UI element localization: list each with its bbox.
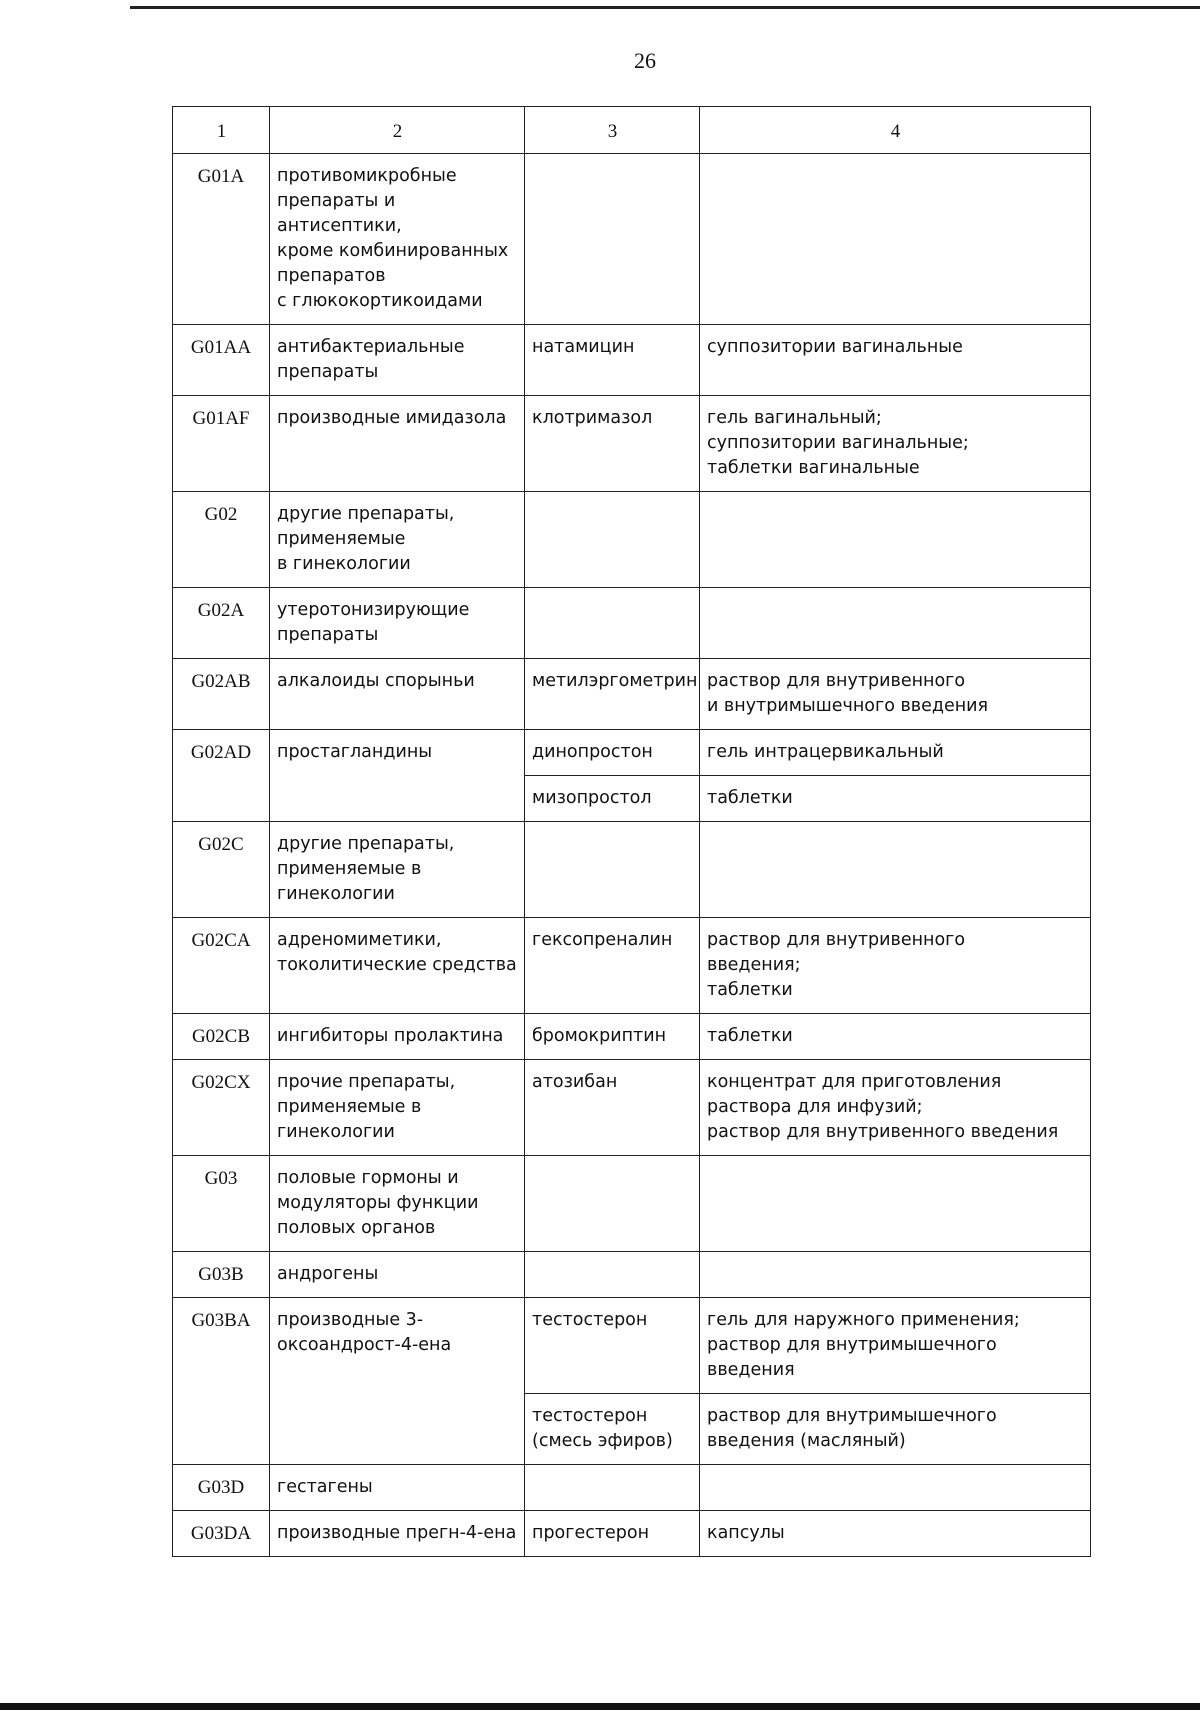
table-row xyxy=(173,659,1091,730)
anatomical-therapeutic-group-cell: производные имидазола xyxy=(270,396,525,492)
table-row xyxy=(173,822,1091,918)
atc-code-cell: G02 xyxy=(173,492,270,588)
drug-name-cell: атозибан xyxy=(525,1060,700,1156)
atc-code-cell: G02AB xyxy=(173,659,270,730)
dosage-form-cell: раствор для внутримышечного введения (масляный) xyxy=(700,1394,1091,1465)
drug-name-cell xyxy=(525,1465,700,1511)
table-row xyxy=(173,918,1091,1014)
drug-name-cell xyxy=(525,822,700,918)
anatomical-therapeutic-group-cell: антибактериальные препараты xyxy=(270,325,525,396)
atc-code-cell: G03D xyxy=(173,1465,270,1511)
dosage-form-cell xyxy=(700,822,1091,918)
dosage-form-cell: концентрат для приготовления раствора для инфузий; раствор для внутривенного введения xyxy=(700,1060,1091,1156)
table-row xyxy=(173,396,1091,492)
anatomical-therapeutic-group-cell: другие препараты, применяемые в гинекологии xyxy=(270,492,525,588)
dosage-form-cell: раствор для внутривенного введения; таблетки xyxy=(700,918,1091,1014)
drug-name-cell: тестостерон (смесь эфиров) xyxy=(525,1394,700,1465)
atc-code-cell: G01A xyxy=(173,154,270,325)
dosage-form-cell: гель интрацервикальный xyxy=(700,730,1091,776)
anatomical-therapeutic-group-cell: адреномиметики, токолитические средства xyxy=(270,918,525,1014)
anatomical-therapeutic-group-cell: другие препараты, применяемые в гинекологии xyxy=(270,822,525,918)
atc-code-cell: G02C xyxy=(173,822,270,918)
column-header: 4 xyxy=(700,107,1091,154)
atc-code-cell: G01AF xyxy=(173,396,270,492)
table-row xyxy=(173,1511,1091,1557)
dosage-form-cell: суппозитории вагинальные xyxy=(700,325,1091,396)
table-row xyxy=(173,325,1091,396)
table-row xyxy=(173,588,1091,659)
dosage-form-cell xyxy=(700,1252,1091,1298)
dosage-form-cell xyxy=(700,154,1091,325)
atc-code-cell: G03DA xyxy=(173,1511,270,1557)
anatomical-therapeutic-group-cell: производные прегн-4-ена xyxy=(270,1511,525,1557)
drug-name-cell xyxy=(525,1156,700,1252)
drug-name-cell: динопростон xyxy=(525,730,700,776)
column-header: 1 xyxy=(173,107,270,154)
dosage-form-cell xyxy=(700,588,1091,659)
table-row xyxy=(173,1298,1091,1394)
drug-name-cell: бромокриптин xyxy=(525,1014,700,1060)
atc-code-cell: G02AD xyxy=(173,730,270,822)
anatomical-therapeutic-group-cell: производные 3- оксоандрост-4-ена xyxy=(270,1298,525,1465)
atc-code-cell: G02A xyxy=(173,588,270,659)
anatomical-therapeutic-group-cell: ингибиторы пролактина xyxy=(270,1014,525,1060)
drug-name-cell: клотримазол xyxy=(525,396,700,492)
atc-code-cell: G02CA xyxy=(173,918,270,1014)
dosage-form-cell: таблетки xyxy=(700,776,1091,822)
drug-name-cell: гексопреналин xyxy=(525,918,700,1014)
atc-code-cell: G02CX xyxy=(173,1060,270,1156)
column-header: 2 xyxy=(270,107,525,154)
top-border-line xyxy=(130,6,1200,9)
drug-name-cell: метилэргометрин xyxy=(525,659,700,730)
anatomical-therapeutic-group-cell: гестагены xyxy=(270,1465,525,1511)
atc-code-cell: G03BA xyxy=(173,1298,270,1465)
drug-name-cell: прогестерон xyxy=(525,1511,700,1557)
page-number: 26 xyxy=(634,48,656,73)
table-row xyxy=(173,1465,1091,1511)
dosage-form-cell: гель для наружного применения; раствор для внутримышечного введения xyxy=(700,1298,1091,1394)
dosage-form-cell: гель вагинальный; суппозитории вагинальные; таблетки вагинальные xyxy=(700,396,1091,492)
dosage-form-cell xyxy=(700,1465,1091,1511)
drug-name-cell xyxy=(525,1252,700,1298)
anatomical-therapeutic-group-cell: простагландины xyxy=(270,730,525,822)
anatomical-therapeutic-group-cell: половые гормоны и модуляторы функции половых органов xyxy=(270,1156,525,1252)
table-row xyxy=(173,492,1091,588)
drug-name-cell xyxy=(525,588,700,659)
atc-code-cell: G02CB xyxy=(173,1014,270,1060)
drug-name-cell: мизопростол xyxy=(525,776,700,822)
dosage-form-cell: таблетки xyxy=(700,1014,1091,1060)
atc-drug-table xyxy=(172,106,1091,1557)
table-row xyxy=(173,154,1091,325)
bottom-border-line xyxy=(0,1703,1200,1710)
atc-code-cell: G03 xyxy=(173,1156,270,1252)
anatomical-therapeutic-group-cell: утеротонизирующие препараты xyxy=(270,588,525,659)
table-row xyxy=(173,1060,1091,1156)
table-row xyxy=(173,1014,1091,1060)
atc-code-cell: G01AA xyxy=(173,325,270,396)
table-header-row xyxy=(173,107,1091,154)
atc-code-cell: G03B xyxy=(173,1252,270,1298)
anatomical-therapeutic-group-cell: противомикробные препараты и антисептики, кроме комбинированных препаратов с глюкокортикоидами xyxy=(270,154,525,325)
dosage-form-cell xyxy=(700,1156,1091,1252)
column-header: 3 xyxy=(525,107,700,154)
drug-name-cell: тестостерон xyxy=(525,1298,700,1394)
drug-name-cell xyxy=(525,492,700,588)
anatomical-therapeutic-group-cell: алкалоиды спорыньи xyxy=(270,659,525,730)
anatomical-therapeutic-group-cell: андрогены xyxy=(270,1252,525,1298)
table-row xyxy=(173,730,1091,776)
dosage-form-cell: капсулы xyxy=(700,1511,1091,1557)
table-row xyxy=(173,1252,1091,1298)
table-row xyxy=(173,1156,1091,1252)
drug-name-cell xyxy=(525,154,700,325)
dosage-form-cell xyxy=(700,492,1091,588)
drug-name-cell: натамицин xyxy=(525,325,700,396)
dosage-form-cell: раствор для внутривенного и внутримышечного введения xyxy=(700,659,1091,730)
anatomical-therapeutic-group-cell: прочие препараты, применяемые в гинекологии xyxy=(270,1060,525,1156)
